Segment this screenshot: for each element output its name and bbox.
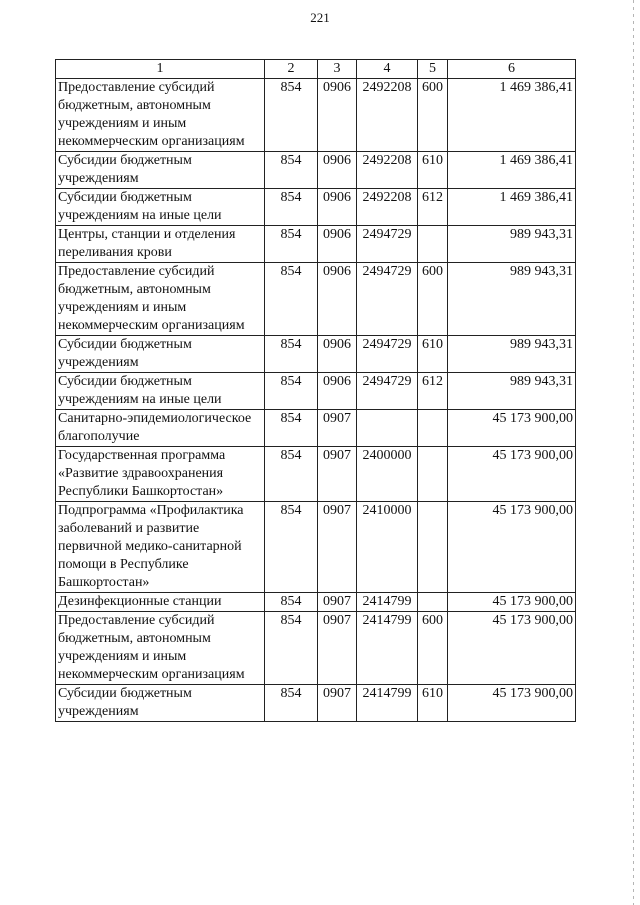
cell-ministry: 854 xyxy=(265,189,318,226)
cell-amount: 989 943,31 xyxy=(448,336,576,373)
scan-edge-mark xyxy=(633,0,634,905)
cell-amount: 989 943,31 xyxy=(448,263,576,336)
cell-section: 0907 xyxy=(318,410,357,447)
table-header xyxy=(56,60,576,79)
cell-ministry: 854 xyxy=(265,612,318,685)
cell-type: 610 xyxy=(418,336,448,373)
cell-section: 0907 xyxy=(318,502,357,593)
cell-name: Предоставление субсидий бюджетным, автономным учреждениям и иным некоммерческим организациям xyxy=(56,263,265,336)
cell-section: 0907 xyxy=(318,447,357,502)
cell-target: 2494729 xyxy=(357,373,418,410)
cell-type: 612 xyxy=(418,373,448,410)
cell-type: 600 xyxy=(418,79,448,152)
cell-target: 2492208 xyxy=(357,152,418,189)
table-row xyxy=(56,263,576,336)
cell-type: 600 xyxy=(418,612,448,685)
table-row xyxy=(56,685,576,722)
table-row xyxy=(56,79,576,152)
cell-section: 0907 xyxy=(318,593,357,612)
cell-section: 0906 xyxy=(318,336,357,373)
cell-ministry: 854 xyxy=(265,336,318,373)
cell-amount: 989 943,31 xyxy=(448,373,576,410)
cell-name: Предоставление субсидий бюджетным, автономным учреждениям и иным некоммерческим организациям xyxy=(56,612,265,685)
cell-target xyxy=(357,410,418,447)
cell-name: Центры, станции и отделения переливания крови xyxy=(56,226,265,263)
cell-type: 612 xyxy=(418,189,448,226)
cell-target: 2400000 xyxy=(357,447,418,502)
cell-target: 2414799 xyxy=(357,612,418,685)
cell-target: 2492208 xyxy=(357,189,418,226)
cell-amount: 45 173 900,00 xyxy=(448,410,576,447)
page-number: 221 xyxy=(310,10,330,25)
cell-section: 0907 xyxy=(318,685,357,722)
cell-ministry: 854 xyxy=(265,410,318,447)
cell-type xyxy=(418,593,448,612)
cell-ministry: 854 xyxy=(265,152,318,189)
cell-name: Субсидии бюджетным учреждениям на иные цели xyxy=(56,373,265,410)
cell-type: 610 xyxy=(418,152,448,189)
cell-ministry: 854 xyxy=(265,79,318,152)
cell-name: Санитарно-эпидемиологическое благополучие xyxy=(56,410,265,447)
cell-amount: 45 173 900,00 xyxy=(448,593,576,612)
cell-target: 2414799 xyxy=(357,685,418,722)
table-row xyxy=(56,612,576,685)
header-col-2: 2 xyxy=(265,60,318,79)
cell-type xyxy=(418,502,448,593)
table-row xyxy=(56,189,576,226)
cell-ministry: 854 xyxy=(265,263,318,336)
cell-target: 2494729 xyxy=(357,226,418,263)
cell-amount: 1 469 386,41 xyxy=(448,152,576,189)
cell-type xyxy=(418,226,448,263)
table-row xyxy=(56,447,576,502)
cell-name: Государственная программа «Развитие здравоохранения Республики Башкортостан» xyxy=(56,447,265,502)
table-row xyxy=(56,502,576,593)
table-row xyxy=(56,336,576,373)
cell-section: 0907 xyxy=(318,612,357,685)
table-row xyxy=(56,373,576,410)
cell-name: Дезинфекционные станции xyxy=(56,593,265,612)
cell-section: 0906 xyxy=(318,189,357,226)
table-row xyxy=(56,152,576,189)
cell-name: Субсидии бюджетным учреждениям xyxy=(56,685,265,722)
cell-section: 0906 xyxy=(318,79,357,152)
cell-target: 2494729 xyxy=(357,336,418,373)
cell-section: 0906 xyxy=(318,226,357,263)
cell-target: 2494729 xyxy=(357,263,418,336)
cell-name: Субсидии бюджетным учреждениям на иные цели xyxy=(56,189,265,226)
cell-type xyxy=(418,447,448,502)
cell-ministry: 854 xyxy=(265,373,318,410)
cell-amount: 1 469 386,41 xyxy=(448,189,576,226)
cell-ministry: 854 xyxy=(265,502,318,593)
cell-amount: 45 173 900,00 xyxy=(448,502,576,593)
cell-type xyxy=(418,410,448,447)
table-row xyxy=(56,593,576,612)
header-col-4: 4 xyxy=(357,60,418,79)
cell-name: Предоставление субсидий бюджетным, автономным учреждениям и иным некоммерческим организациям xyxy=(56,79,265,152)
cell-ministry: 854 xyxy=(265,226,318,263)
cell-section: 0906 xyxy=(318,152,357,189)
table-row xyxy=(56,410,576,447)
header-col-6: 6 xyxy=(448,60,576,79)
cell-target: 2410000 xyxy=(357,502,418,593)
table-row xyxy=(56,226,576,263)
cell-target: 2414799 xyxy=(357,593,418,612)
cell-section: 0906 xyxy=(318,263,357,336)
cell-amount: 45 173 900,00 xyxy=(448,685,576,722)
cell-name: Подпрограмма «Профилактика заболеваний и развитие первичной медико-санитарной помощи в Республике Башкортостан» xyxy=(56,502,265,593)
cell-amount: 45 173 900,00 xyxy=(448,447,576,502)
cell-amount: 45 173 900,00 xyxy=(448,612,576,685)
header-row xyxy=(56,60,576,79)
cell-ministry: 854 xyxy=(265,685,318,722)
cell-amount: 1 469 386,41 xyxy=(448,79,576,152)
header-col-3: 3 xyxy=(318,60,357,79)
cell-ministry: 854 xyxy=(265,593,318,612)
cell-ministry: 854 xyxy=(265,447,318,502)
cell-section: 0906 xyxy=(318,373,357,410)
cell-target: 2492208 xyxy=(357,79,418,152)
cell-type: 610 xyxy=(418,685,448,722)
cell-amount: 989 943,31 xyxy=(448,226,576,263)
header-col-1: 1 xyxy=(56,60,265,79)
header-col-5: 5 xyxy=(418,60,448,79)
cell-name: Субсидии бюджетным учреждениям xyxy=(56,336,265,373)
table-body xyxy=(56,79,576,722)
budget-table xyxy=(55,59,576,722)
cell-type: 600 xyxy=(418,263,448,336)
cell-name: Субсидии бюджетным учреждениям xyxy=(56,152,265,189)
